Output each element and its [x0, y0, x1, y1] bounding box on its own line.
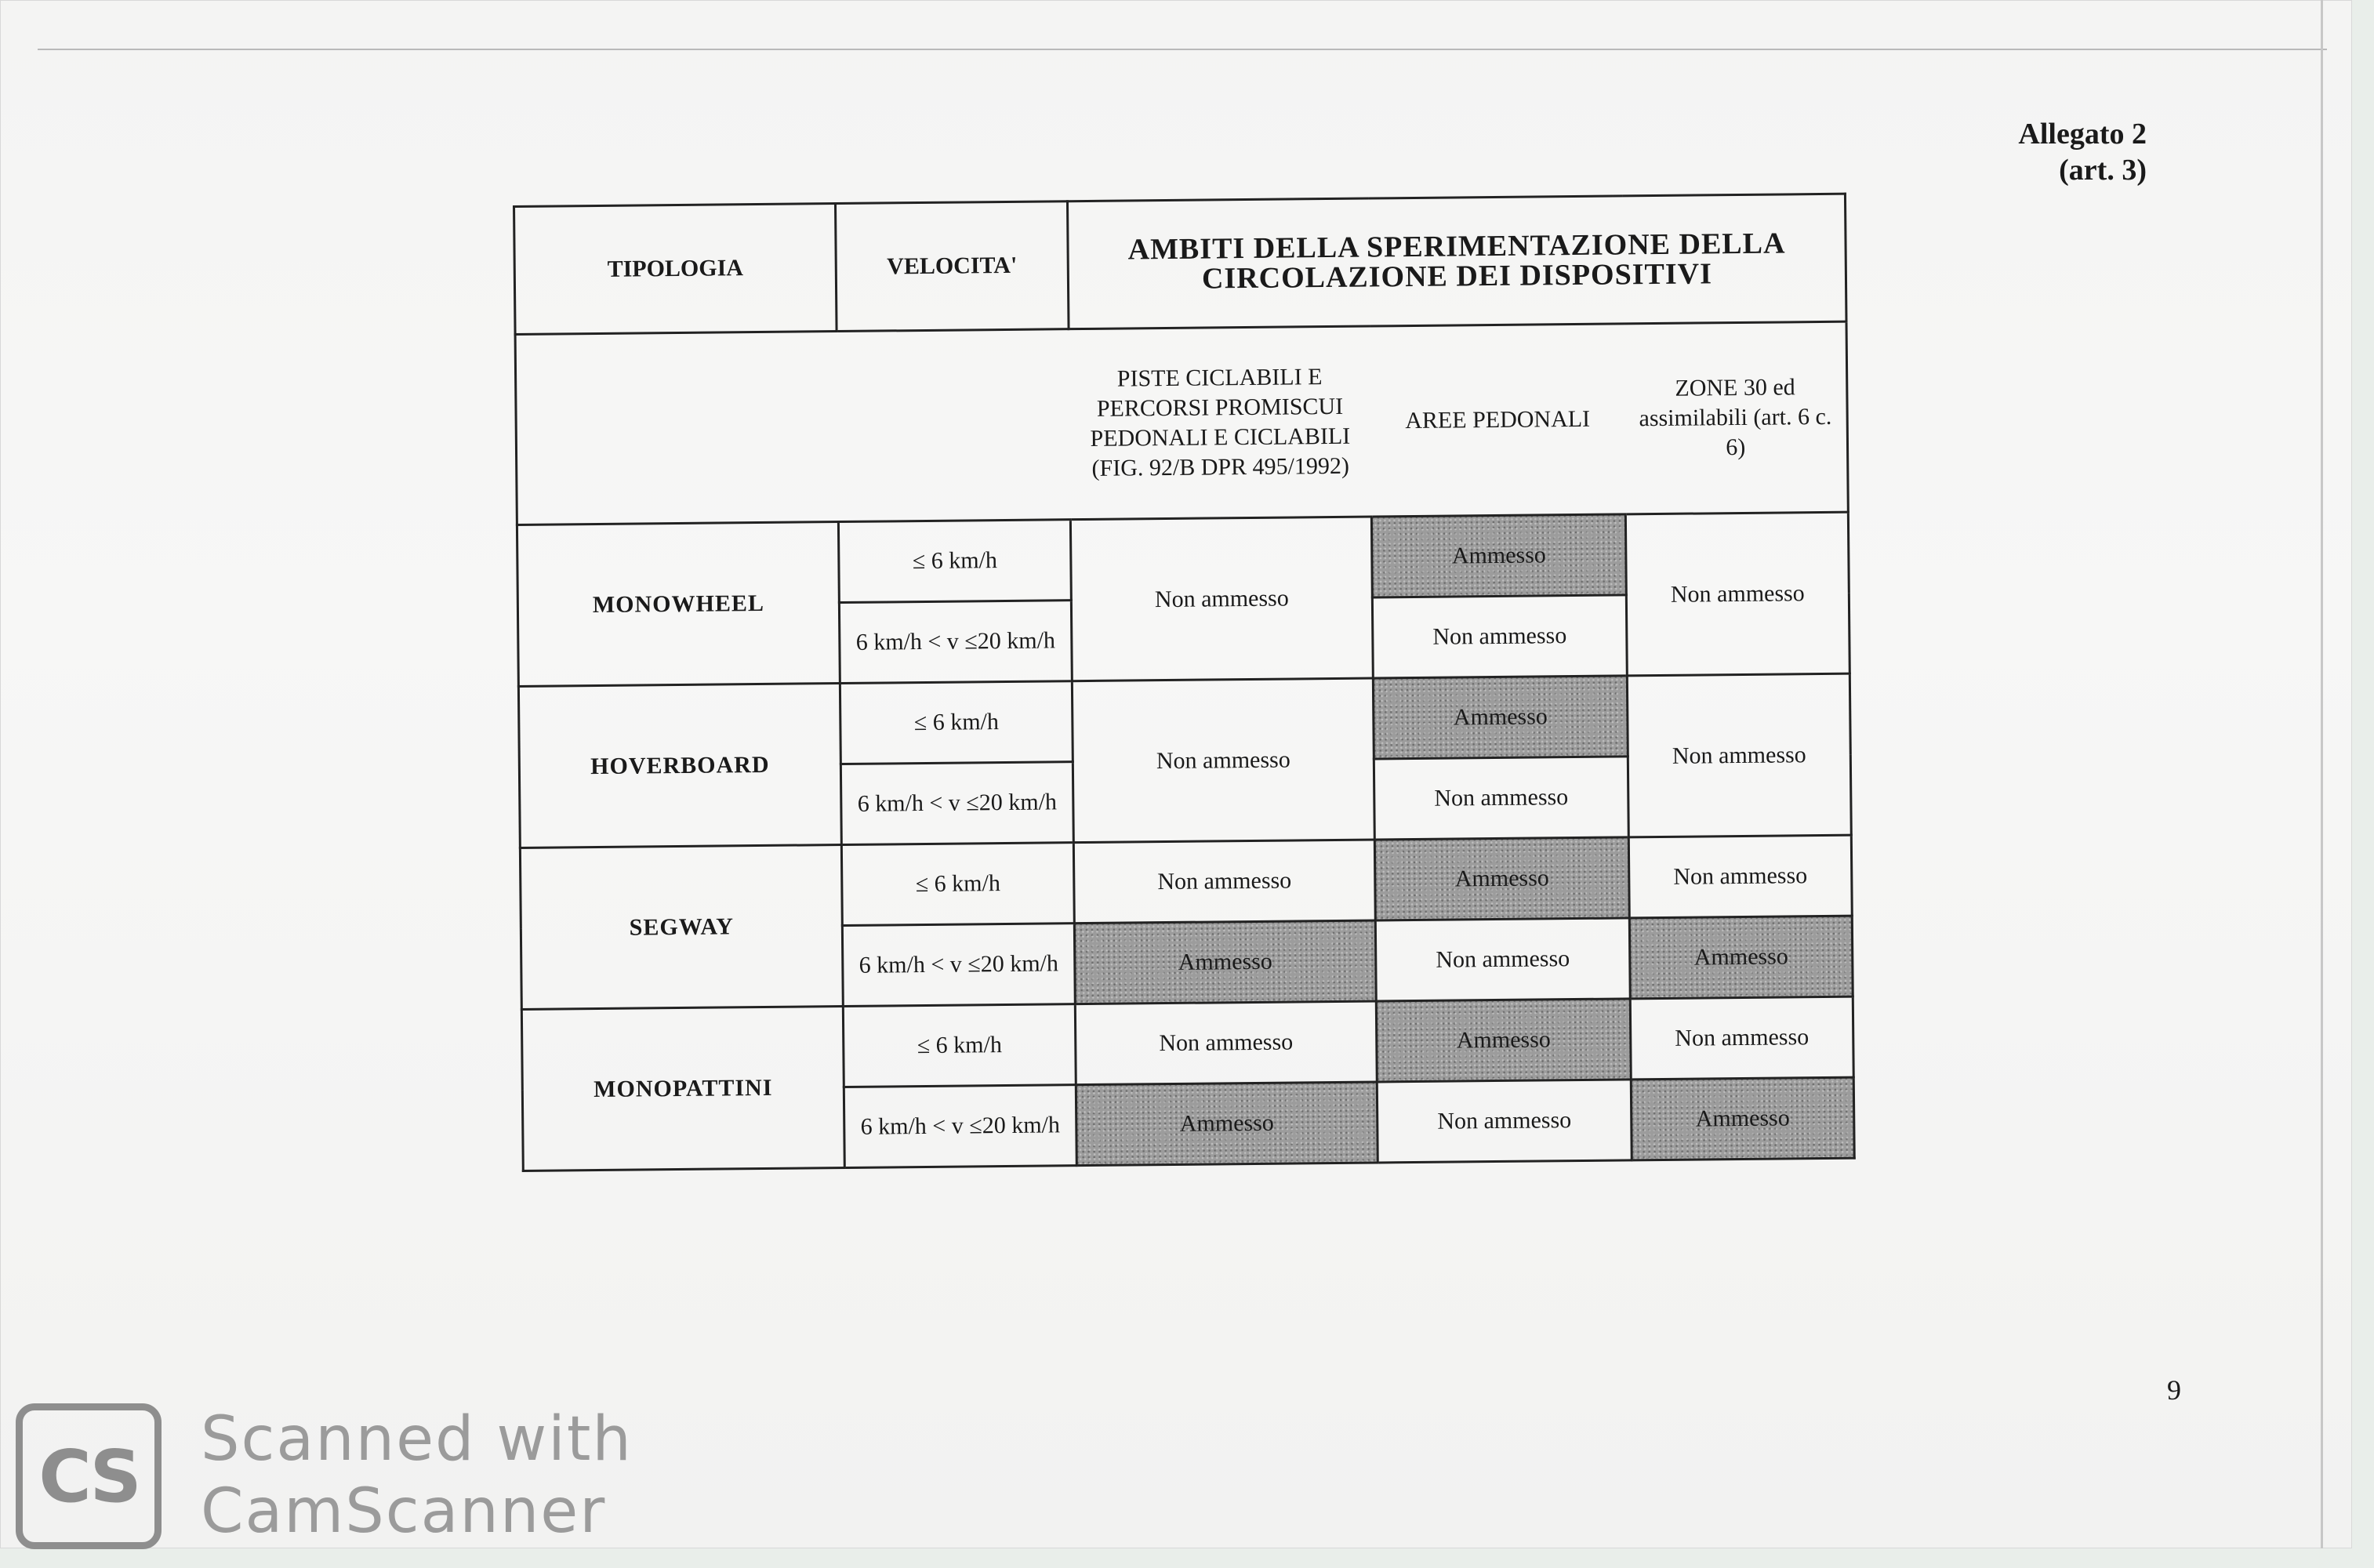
cell-aree: Ammesso	[1374, 837, 1629, 920]
subheader-piste-ciclabili: PISTE CICLABILI E PERCORSI PROMISCUI PEDONALI E CICLABILI (FIG. 92/B DPR 495/1992)	[1069, 326, 1371, 520]
annex-label	[2018, 116, 2147, 188]
cell-piste: Non ammesso	[1072, 678, 1374, 843]
speed-low: ≤ 6 km/h	[840, 681, 1073, 764]
subheader-blank	[515, 329, 1070, 525]
cell-aree: Ammesso	[1376, 999, 1631, 1082]
cell-aree: Non ammesso	[1375, 918, 1630, 1001]
speed-high: 6 km/h < v ≤20 km/h	[844, 1085, 1076, 1168]
cell-aree: Non ammesso	[1374, 757, 1628, 840]
table-row	[521, 996, 1853, 1090]
header-tipologia: TIPOLOGIA	[514, 204, 837, 335]
speed-low: ≤ 6 km/h	[838, 520, 1071, 603]
speed-low: ≤ 6 km/h	[841, 843, 1074, 926]
subheader-zone-30: ZONE 30 ed assimilabili (art. 6 c. 6)	[1624, 321, 1848, 514]
device-name: MONOWHEEL	[517, 522, 840, 687]
cell-zone: Non ammesso	[1630, 996, 1853, 1080]
page-number: 9	[2167, 1374, 2181, 1406]
table-row	[518, 673, 1850, 767]
watermark-text	[201, 1403, 671, 1548]
table-row	[520, 835, 1852, 928]
annex-title: Allegato 2	[2018, 118, 2147, 151]
cell-aree: Non ammesso	[1372, 595, 1627, 678]
cell-piste: Non ammesso	[1073, 840, 1375, 924]
cell-piste: Ammesso	[1076, 1082, 1378, 1166]
camscanner-logo-icon: CS	[16, 1403, 162, 1549]
page-right-edge	[2321, 0, 2323, 1548]
cell-aree: Non ammesso	[1377, 1080, 1632, 1163]
cell-piste: Non ammesso	[1075, 1001, 1377, 1085]
speed-high: 6 km/h < v ≤20 km/h	[839, 601, 1072, 684]
speed-high: 6 km/h < v ≤20 km/h	[840, 762, 1073, 845]
header-ambiti: AMBITI DELLA SPERIMENTAZIONE DELLA CIRCOLAZIONE DEI DISPOSITIVI	[1067, 194, 1846, 329]
cell-zone: Non ammesso	[1628, 835, 1852, 918]
annex-article: (art. 3)	[2059, 154, 2147, 187]
cell-piste: Ammesso	[1074, 920, 1376, 1004]
regulation-table	[513, 193, 1856, 1172]
header-velocita: VELOCITA'	[835, 201, 1069, 332]
cell-zone: Ammesso	[1631, 1077, 1854, 1160]
device-name: SEGWAY	[520, 845, 843, 1010]
cell-zone: Ammesso	[1629, 916, 1853, 999]
speed-high: 6 km/h < v ≤20 km/h	[842, 924, 1075, 1007]
cell-zone: Non ammesso	[1627, 673, 1851, 837]
watermark-line-2: CamScanner	[201, 1476, 607, 1547]
regulation-table-wrapper	[513, 193, 1853, 1172]
device-name: MONOPATTINI	[521, 1007, 844, 1171]
header-row	[514, 194, 1846, 334]
table-row	[517, 512, 1849, 605]
cell-aree: Ammesso	[1371, 514, 1626, 597]
subheader-row	[515, 321, 1848, 524]
cell-aree: Ammesso	[1373, 676, 1628, 759]
page-top-rule	[38, 49, 2327, 50]
watermark-line-1: Scanned with	[201, 1404, 633, 1475]
device-name: HOVERBOARD	[518, 684, 841, 848]
cell-zone: Non ammesso	[1625, 512, 1849, 676]
subheader-aree-pedonali: AREE PEDONALI	[1370, 324, 1625, 517]
speed-low: ≤ 6 km/h	[843, 1004, 1076, 1087]
cell-piste: Non ammesso	[1070, 517, 1373, 681]
